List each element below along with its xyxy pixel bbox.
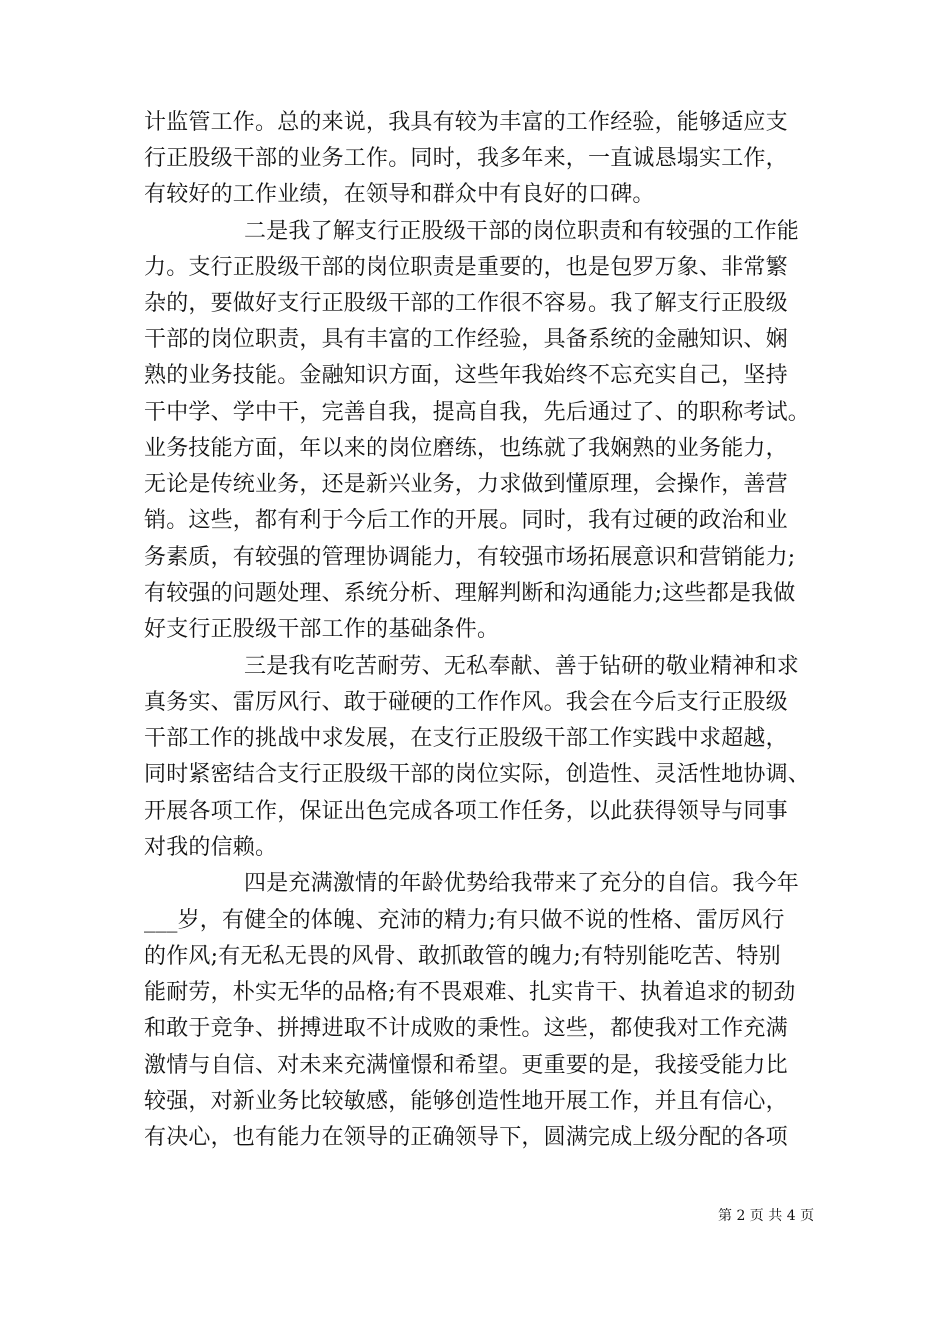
text-line: 无论是传统业务，还是新兴业务，力求做到懂原理，会操作，善营: [144, 472, 788, 497]
text-line: 三是我有吃苦耐劳、无私奉献、善于钻研的敬业精神和求: [244, 654, 800, 679]
text-line: 熟的业务技能。金融知识方面，这些年我始终不忘充实自己，坚持: [144, 363, 788, 388]
text-line: 业务技能方面，年以来的岗位磨练，也练就了我娴熟的业务能力，: [144, 436, 788, 461]
text-line: 干中学、学中干，完善自我，提高自我，先后通过了、的职称考试。: [144, 400, 811, 425]
text-line: 销。这些，都有利于今后工作的开展。同时，我有过硬的政治和业: [144, 508, 788, 533]
text-line: 务素质，有较强的管理协调能力，有较强市场拓展意识和营销能力;: [144, 545, 796, 570]
text-line: 有较好的工作业绩，在领导和群众中有良好的口碑。: [144, 182, 655, 207]
text-line: 较强，对新业务比较敏感，能够创造性地开展工作，并且有信心，: [144, 1089, 788, 1114]
text-line: 能耐劳，朴实无华的品格;有不畏艰难、扎实肯干、执着追求的韧劲: [144, 980, 796, 1005]
text-line: 和敢于竞争、拼搏进取不计成败的秉性。这些，都使我对工作充满: [144, 1016, 788, 1041]
text-line: 同时紧密结合支行正股级干部的岗位实际，创造性、灵活性地协调、: [144, 762, 811, 787]
text-line: 有较强的问题处理、系统分析、理解判断和沟通能力;这些都是我做: [144, 581, 796, 606]
text-line: 四是充满激情的年龄优势给我带来了充分的自信。我今年: [244, 871, 800, 896]
text-line: 力。支行正股级干部的岗位职责是重要的，也是包罗万象、非常繁: [144, 255, 788, 280]
text-line: ___岁，有健全的体魄、充沛的精力;有只做不说的性格、雷厉风行: [144, 908, 785, 933]
text-line: 杂的，要做好支行正股级干部的工作很不容易。我了解支行正股级: [144, 291, 788, 316]
text-line: 激情与自信、对未来充满憧憬和希望。更重要的是，我接受能力比: [144, 1053, 788, 1078]
text-line: 有决心，也有能力在领导的正确领导下，圆满完成上级分配的各项: [144, 1125, 788, 1150]
page-footer: 第 2 页 共 4 页: [718, 1208, 815, 1224]
text-line: 开展各项工作，保证出色完成各项工作任务，以此获得领导与同事: [144, 799, 788, 824]
text-line: 真务实、雷厉风行、敢于碰硬的工作作风。我会在今后支行正股级: [144, 690, 788, 715]
text-line: 计监管工作。总的来说，我具有较为丰富的工作经验，能够适应支: [144, 110, 788, 135]
text-line: 二是我了解支行正股级干部的岗位职责和有较强的工作能: [244, 219, 800, 244]
text-line: 行正股级干部的业务工作。同时，我多年来，一直诚恳塌实工作，: [144, 146, 788, 171]
text-line: 的作风;有无私无畏的风骨、敢抓敢管的魄力;有特别能吃苦、特别: [144, 944, 781, 969]
text-line: 好支行正股级干部工作的基础条件。: [144, 617, 500, 642]
text-line: 干部工作的挑战中求发展，在支行正股级干部工作实践中求超越，: [144, 726, 788, 751]
text-line: 对我的信赖。: [144, 835, 278, 860]
text-line: 干部的岗位职责，具有丰富的工作经验，具备系统的金融知识、娴: [144, 327, 788, 352]
